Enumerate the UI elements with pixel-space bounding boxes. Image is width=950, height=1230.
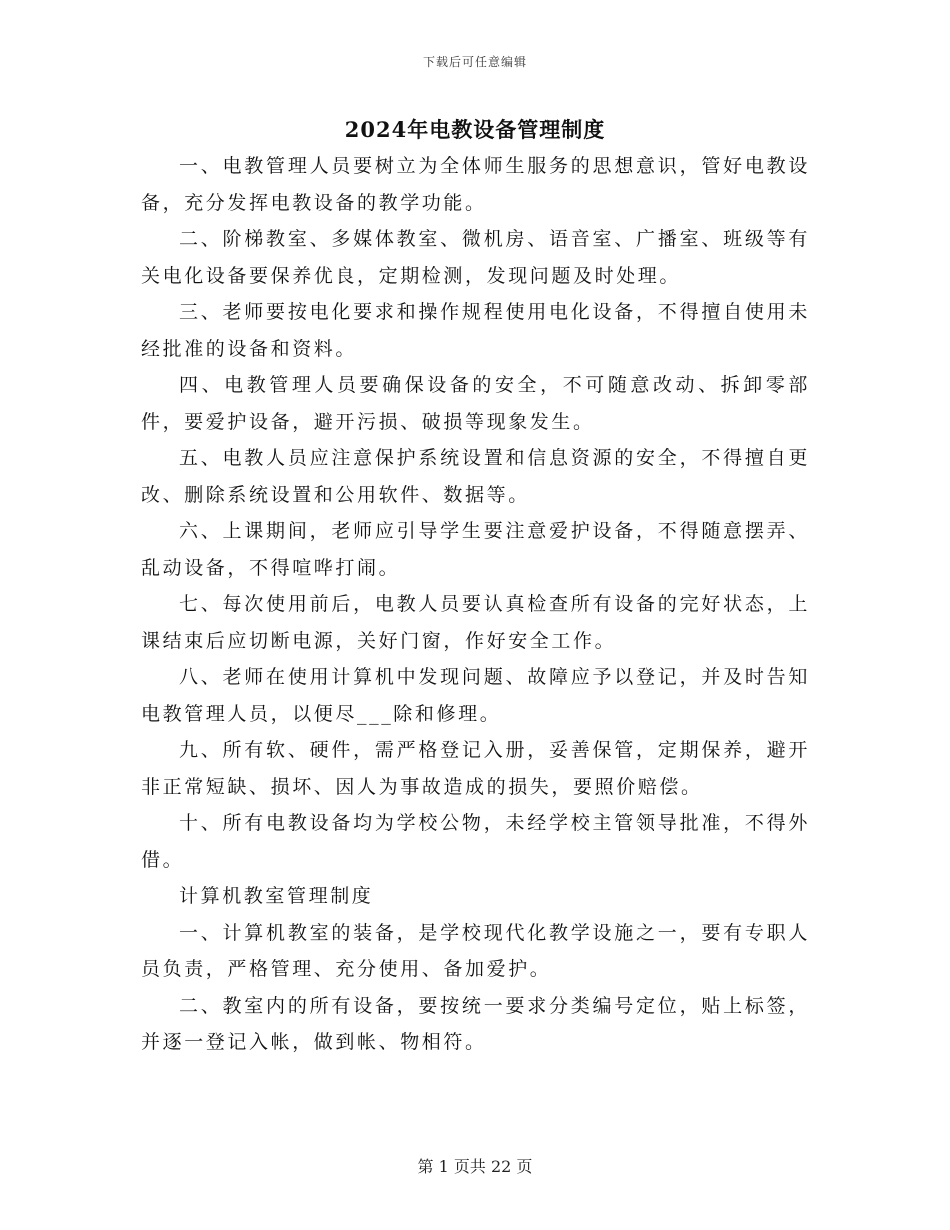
- paragraph: 三、老师要按电化要求和操作规程使用电化设备，不得擅自使用未经批准的设备和资料。: [141, 301, 810, 360]
- document-body: [141, 148, 810, 1061]
- section-heading: 计算机教室管理制度: [179, 885, 374, 907]
- document-title: 2024年电教设备管理制度: [344, 117, 606, 142]
- paragraph: 二、阶梯教室、多媒体教室、微机房、语音室、广播室、班级等有关电化设备要保养优良，定期检测，发现问题及时处理。: [141, 228, 810, 287]
- page-header-note: 下载后可任意编辑: [422, 55, 527, 69]
- paragraph: 五、电教人员应注意保护系统设置和信息资源的安全，不得擅自更改、删除系统设置和公用软件、数据等。: [141, 447, 810, 506]
- paragraph: 十、所有电教设备均为学校公物，未经学校主管领导批准，不得外借。: [141, 812, 810, 871]
- paragraph: 四、电教管理人员要确保设备的安全，不可随意改动、拆卸零部件，要爱护设备，避开污损、破损等现象发生。: [141, 374, 810, 433]
- paragraph: 二、教室内的所有设备，要按统一要求分类编号定位，贴上标签，并逐一登记入帐，做到帐、物相符。: [141, 994, 810, 1053]
- page-number-footer: 第 1 页共 22 页: [417, 1157, 533, 1176]
- paragraph: 六、上课期间，老师应引导学生要注意爱护设备，不得随意摆弄、乱动设备，不得喧哗打闹。: [141, 520, 810, 579]
- paragraph: 九、所有软、硬件，需严格登记入册，妥善保管，定期保养，避开非正常短缺、损坏、因人为事故造成的损失，要照价赔偿。: [141, 739, 810, 798]
- paragraph: 一、电教管理人员要树立为全体师生服务的思想意识，管好电教设备，充分发挥电教设备的教学功能。: [141, 155, 810, 214]
- paragraph: 一、计算机教室的装备，是学校现代化教学设施之一，要有专职人员负责，严格管理、充分使用、备加爱护。: [141, 921, 810, 980]
- paragraph: 七、每次使用前后，电教人员要认真检查所有设备的完好状态，上课结束后应切断电源，关好门窗，作好安全工作。: [141, 593, 810, 652]
- paragraph: 八、老师在使用计算机中发现问题、故障应予以登记，并及时告知电教管理人员，以便尽___除和修理。: [141, 666, 810, 725]
